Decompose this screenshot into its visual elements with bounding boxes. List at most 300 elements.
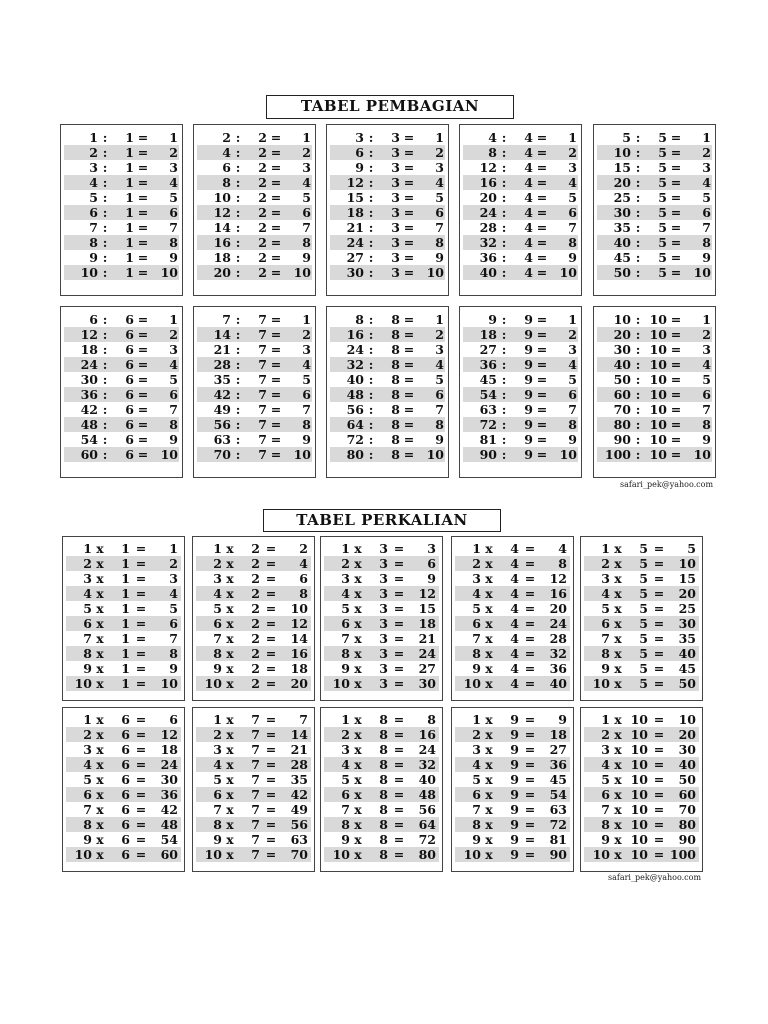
result: 1: [568, 130, 577, 145]
operand-b: 6: [125, 357, 134, 373]
operator: x: [614, 757, 622, 773]
operand-b: 10: [649, 372, 667, 388]
result: 32: [418, 757, 436, 773]
result: 8: [169, 417, 178, 433]
operand-b: 7: [251, 802, 260, 818]
operand-b: 1: [125, 205, 134, 221]
operand-a: 16: [346, 327, 364, 343]
operator: :: [501, 357, 507, 373]
table-row: [330, 235, 445, 250]
result: 10: [426, 265, 444, 281]
equals-sign: =: [135, 772, 147, 788]
operand-b: 5: [658, 130, 667, 145]
operand-a: 12: [346, 175, 364, 191]
operand-a: 21: [213, 342, 231, 358]
equals-sign: =: [135, 676, 147, 692]
operand-a: 6: [355, 145, 364, 161]
equals-sign: =: [653, 787, 665, 803]
operator: :: [102, 190, 108, 206]
operator: x: [485, 616, 493, 632]
operand-a: 3: [341, 571, 350, 587]
table-row: [330, 327, 445, 342]
operand-a: 6: [89, 205, 98, 221]
operand-a: 5: [472, 601, 481, 617]
result: 6: [435, 387, 444, 403]
operand-a: 20: [213, 265, 231, 281]
equals-sign: =: [135, 787, 147, 803]
equals-sign: =: [653, 571, 665, 587]
table-row: [66, 601, 181, 616]
operand-b: 10: [630, 772, 648, 788]
table-row: [584, 601, 699, 616]
table-row: [463, 312, 578, 327]
equals-sign: =: [403, 235, 415, 251]
equals-sign: =: [137, 235, 149, 251]
table-row: [324, 757, 439, 772]
operand-a: 1: [213, 712, 222, 727]
equals-sign: =: [137, 190, 149, 206]
operand-b: 3: [391, 160, 400, 176]
equals-sign: =: [393, 616, 405, 632]
table-row: [584, 676, 699, 691]
equals-sign: =: [137, 145, 149, 161]
equals-sign: =: [135, 571, 147, 587]
result: 54: [160, 832, 178, 848]
operator: :: [102, 342, 108, 358]
operator: :: [368, 220, 374, 236]
operand-b: 1: [121, 676, 130, 692]
result: 10: [426, 447, 444, 463]
operator: x: [354, 727, 362, 743]
equals-sign: =: [524, 742, 536, 758]
table-row: [197, 372, 312, 387]
table-row: [597, 160, 712, 175]
table-row: [455, 676, 570, 691]
table-row: [330, 312, 445, 327]
operand-a: 20: [613, 175, 631, 191]
result: 10: [290, 601, 308, 617]
equals-sign: =: [403, 342, 415, 358]
result: 4: [169, 357, 178, 373]
result: 6: [568, 387, 577, 403]
result: 50: [678, 676, 696, 692]
operator: :: [635, 265, 641, 281]
table-row: [196, 712, 311, 727]
table-row: [197, 432, 312, 447]
operand-b: 9: [510, 832, 519, 848]
operand-b: 2: [258, 190, 267, 206]
operator: :: [368, 205, 374, 221]
result: 2: [702, 327, 711, 343]
operand-b: 10: [630, 712, 648, 727]
operator: :: [102, 220, 108, 236]
equals-sign: =: [536, 357, 548, 373]
operator: x: [96, 631, 104, 647]
equals-sign: =: [536, 312, 548, 327]
operator: x: [226, 601, 234, 617]
result: 14: [290, 631, 308, 647]
table-row: [197, 190, 312, 205]
table-row: [66, 847, 181, 862]
table-row: [64, 417, 179, 432]
table-row: [584, 787, 699, 802]
operand-a: 40: [613, 235, 631, 251]
operand-b: 2: [258, 235, 267, 251]
equals-sign: =: [265, 601, 277, 617]
table-row: [64, 432, 179, 447]
equals-sign: =: [137, 402, 149, 418]
result: 8: [702, 417, 711, 433]
operator: :: [235, 447, 241, 463]
result: 5: [702, 372, 711, 388]
operator: :: [102, 145, 108, 161]
result: 20: [678, 727, 696, 743]
operator: x: [485, 727, 493, 743]
operator: x: [226, 802, 234, 818]
operator: x: [485, 541, 493, 556]
table-row: [463, 175, 578, 190]
table-row: [584, 541, 699, 556]
result: 1: [302, 312, 311, 327]
result: 12: [418, 586, 436, 602]
operand-a: 15: [613, 160, 631, 176]
operator: :: [368, 447, 374, 463]
table-row: [324, 772, 439, 787]
operator: x: [614, 571, 622, 587]
multiplication-table-9: [451, 707, 574, 872]
table-row: [64, 235, 179, 250]
result: 8: [302, 417, 311, 433]
operator: :: [635, 417, 641, 433]
operand-a: 4: [83, 586, 92, 602]
result: 7: [302, 220, 311, 236]
operand-b: 3: [391, 130, 400, 145]
operator: x: [485, 787, 493, 803]
operator: :: [235, 387, 241, 403]
table-row: [455, 646, 570, 661]
table-row: [463, 447, 578, 462]
operator: :: [235, 205, 241, 221]
operand-a: 49: [213, 402, 231, 418]
operand-b: 10: [649, 312, 667, 327]
operand-a: 3: [83, 571, 92, 587]
result: 8: [568, 417, 577, 433]
equals-sign: =: [670, 342, 682, 358]
operand-a: 6: [601, 787, 610, 803]
equals-sign: =: [670, 312, 682, 327]
operand-a: 3: [601, 571, 610, 587]
operand-a: 80: [613, 417, 631, 433]
operand-a: 2: [83, 556, 92, 572]
table-row: [197, 357, 312, 372]
equals-sign: =: [403, 160, 415, 176]
equals-sign: =: [135, 712, 147, 727]
table-row: [197, 220, 312, 235]
operand-a: 10: [613, 145, 631, 161]
result: 3: [702, 160, 711, 176]
operand-a: 5: [622, 130, 631, 145]
operator: :: [102, 160, 108, 176]
operand-a: 2: [213, 556, 222, 572]
operand-a: 9: [355, 160, 364, 176]
result: 2: [302, 327, 311, 343]
operand-a: 24: [479, 205, 497, 221]
operator: x: [96, 571, 104, 587]
operator: x: [614, 616, 622, 632]
result: 6: [302, 387, 311, 403]
result: 9: [435, 250, 444, 266]
table-row: [463, 432, 578, 447]
operand-b: 2: [258, 205, 267, 221]
operand-b: 8: [379, 742, 388, 758]
result: 2: [169, 145, 178, 161]
operand-b: 8: [391, 402, 400, 418]
operand-a: 1: [472, 712, 481, 727]
operator: :: [501, 160, 507, 176]
equals-sign: =: [536, 220, 548, 236]
operator: :: [102, 327, 108, 343]
operand-a: 9: [341, 661, 350, 677]
operand-b: 1: [121, 616, 130, 632]
operand-a: 35: [213, 372, 231, 388]
result: 8: [558, 556, 567, 572]
result: 30: [678, 616, 696, 632]
operand-b: 8: [379, 787, 388, 803]
operand-b: 9: [524, 402, 533, 418]
operand-a: 18: [346, 205, 364, 221]
operand-a: 5: [341, 601, 350, 617]
operand-b: 8: [391, 372, 400, 388]
table-row: [330, 357, 445, 372]
operand-a: 9: [472, 661, 481, 677]
operator: x: [96, 727, 104, 743]
operator: x: [96, 601, 104, 617]
table-row: [584, 631, 699, 646]
operator: :: [501, 265, 507, 281]
operand-a: 4: [83, 757, 92, 773]
equals-sign: =: [137, 130, 149, 145]
operator: :: [235, 357, 241, 373]
equals-sign: =: [403, 190, 415, 206]
division-table-7: [193, 306, 316, 478]
operand-b: 5: [658, 205, 667, 221]
equals-sign: =: [265, 631, 277, 647]
operator: x: [485, 646, 493, 662]
operand-b: 8: [391, 432, 400, 448]
operator: x: [226, 541, 234, 556]
equals-sign: =: [265, 586, 277, 602]
operand-a: 6: [601, 616, 610, 632]
operand-b: 1: [125, 160, 134, 176]
result: 8: [302, 235, 311, 251]
operator: x: [226, 832, 234, 848]
equals-sign: =: [536, 130, 548, 145]
operand-b: 1: [125, 130, 134, 145]
operand-a: 63: [479, 402, 497, 418]
operator: :: [501, 387, 507, 403]
table-row: [197, 417, 312, 432]
table-row: [324, 727, 439, 742]
table-row: [330, 387, 445, 402]
operand-a: 70: [213, 447, 231, 463]
operand-a: 3: [472, 742, 481, 758]
table-row: [196, 676, 311, 691]
table-row: [66, 712, 181, 727]
operand-a: 8: [488, 145, 497, 161]
operand-a: 32: [479, 235, 497, 251]
operator: x: [614, 601, 622, 617]
result: 4: [302, 175, 311, 191]
table-row: [597, 312, 712, 327]
operand-b: 2: [258, 175, 267, 191]
result: 1: [302, 130, 311, 145]
result: 7: [169, 402, 178, 418]
operand-b: 7: [258, 312, 267, 327]
equals-sign: =: [393, 646, 405, 662]
operator: :: [501, 220, 507, 236]
operand-a: 24: [346, 235, 364, 251]
operator: :: [501, 402, 507, 418]
operand-b: 7: [258, 327, 267, 343]
operand-a: 9: [213, 661, 222, 677]
result: 5: [687, 541, 696, 556]
operand-a: 8: [222, 175, 231, 191]
table-row: [597, 447, 712, 462]
operand-a: 7: [601, 631, 610, 647]
result: 40: [418, 772, 436, 788]
result: 24: [418, 646, 436, 662]
equals-sign: =: [670, 175, 682, 191]
equals-sign: =: [536, 160, 548, 176]
equals-sign: =: [135, 802, 147, 818]
operator: :: [368, 432, 374, 448]
operator: x: [96, 817, 104, 833]
result: 10: [693, 447, 711, 463]
operator: :: [235, 250, 241, 266]
result: 70: [290, 847, 308, 863]
result: 56: [290, 817, 308, 833]
result: 70: [678, 802, 696, 818]
table-row: [597, 250, 712, 265]
equals-sign: =: [653, 661, 665, 677]
operand-a: 56: [346, 402, 364, 418]
operand-b: 1: [125, 175, 134, 191]
table-row: [330, 190, 445, 205]
operand-a: 18: [213, 250, 231, 266]
operator: :: [368, 265, 374, 281]
operator: :: [501, 235, 507, 251]
table-row: [66, 571, 181, 586]
operand-b: 8: [379, 727, 388, 743]
table-row: [597, 402, 712, 417]
operator: :: [501, 312, 507, 327]
operand-b: 10: [649, 342, 667, 358]
operand-a: 10: [332, 676, 350, 692]
operator: :: [102, 372, 108, 388]
operator: x: [226, 676, 234, 692]
operator: x: [226, 817, 234, 833]
operand-b: 3: [391, 205, 400, 221]
table-row: [584, 616, 699, 631]
equals-sign: =: [270, 160, 282, 176]
result: 42: [160, 802, 178, 818]
table-row: [64, 250, 179, 265]
table-row: [196, 631, 311, 646]
operand-a: 3: [601, 742, 610, 758]
equals-sign: =: [265, 817, 277, 833]
operand-a: 7: [341, 802, 350, 818]
operand-a: 8: [213, 646, 222, 662]
operand-b: 4: [524, 130, 533, 145]
operator: x: [485, 712, 493, 727]
operand-a: 1: [83, 712, 92, 727]
result: 100: [669, 847, 696, 863]
operand-a: 10: [613, 312, 631, 327]
operand-b: 2: [251, 586, 260, 602]
equals-sign: =: [137, 417, 149, 433]
result: 14: [290, 727, 308, 743]
equals-sign: =: [270, 130, 282, 145]
operator: x: [226, 586, 234, 602]
operator: :: [501, 175, 507, 191]
operand-a: 7: [472, 631, 481, 647]
operand-b: 9: [510, 712, 519, 727]
equals-sign: =: [393, 757, 405, 773]
operand-a: 1: [89, 130, 98, 145]
operand-a: 1: [472, 541, 481, 556]
equals-sign: =: [137, 220, 149, 236]
multiplication-table-6: [62, 707, 185, 872]
table-row: [197, 145, 312, 160]
equals-sign: =: [403, 387, 415, 403]
operator: :: [102, 175, 108, 191]
result: 48: [418, 787, 436, 803]
equals-sign: =: [393, 541, 405, 556]
operator: x: [96, 787, 104, 803]
operator: x: [354, 571, 362, 587]
operator: x: [96, 712, 104, 727]
result: 15: [418, 601, 436, 617]
operand-a: 2: [341, 727, 350, 743]
operator: :: [635, 402, 641, 418]
result: 2: [169, 327, 178, 343]
table-row: [330, 342, 445, 357]
operator: :: [235, 190, 241, 206]
operator: x: [614, 787, 622, 803]
equals-sign: =: [653, 757, 665, 773]
operator: x: [96, 616, 104, 632]
equals-sign: =: [653, 847, 665, 863]
result: 1: [169, 312, 178, 327]
result: 63: [549, 802, 567, 818]
operand-a: 54: [479, 387, 497, 403]
equals-sign: =: [653, 676, 665, 692]
table-row: [597, 432, 712, 447]
result: 4: [435, 175, 444, 191]
result: 8: [427, 712, 436, 727]
operand-b: 1: [125, 235, 134, 251]
operand-b: 10: [630, 787, 648, 803]
equals-sign: =: [670, 235, 682, 251]
table-row: [66, 787, 181, 802]
table-row: [597, 175, 712, 190]
table-row: [64, 372, 179, 387]
operand-b: 7: [258, 357, 267, 373]
result: 6: [302, 205, 311, 221]
operand-a: 12: [213, 205, 231, 221]
operator: x: [614, 676, 622, 692]
equals-sign: =: [270, 265, 282, 281]
